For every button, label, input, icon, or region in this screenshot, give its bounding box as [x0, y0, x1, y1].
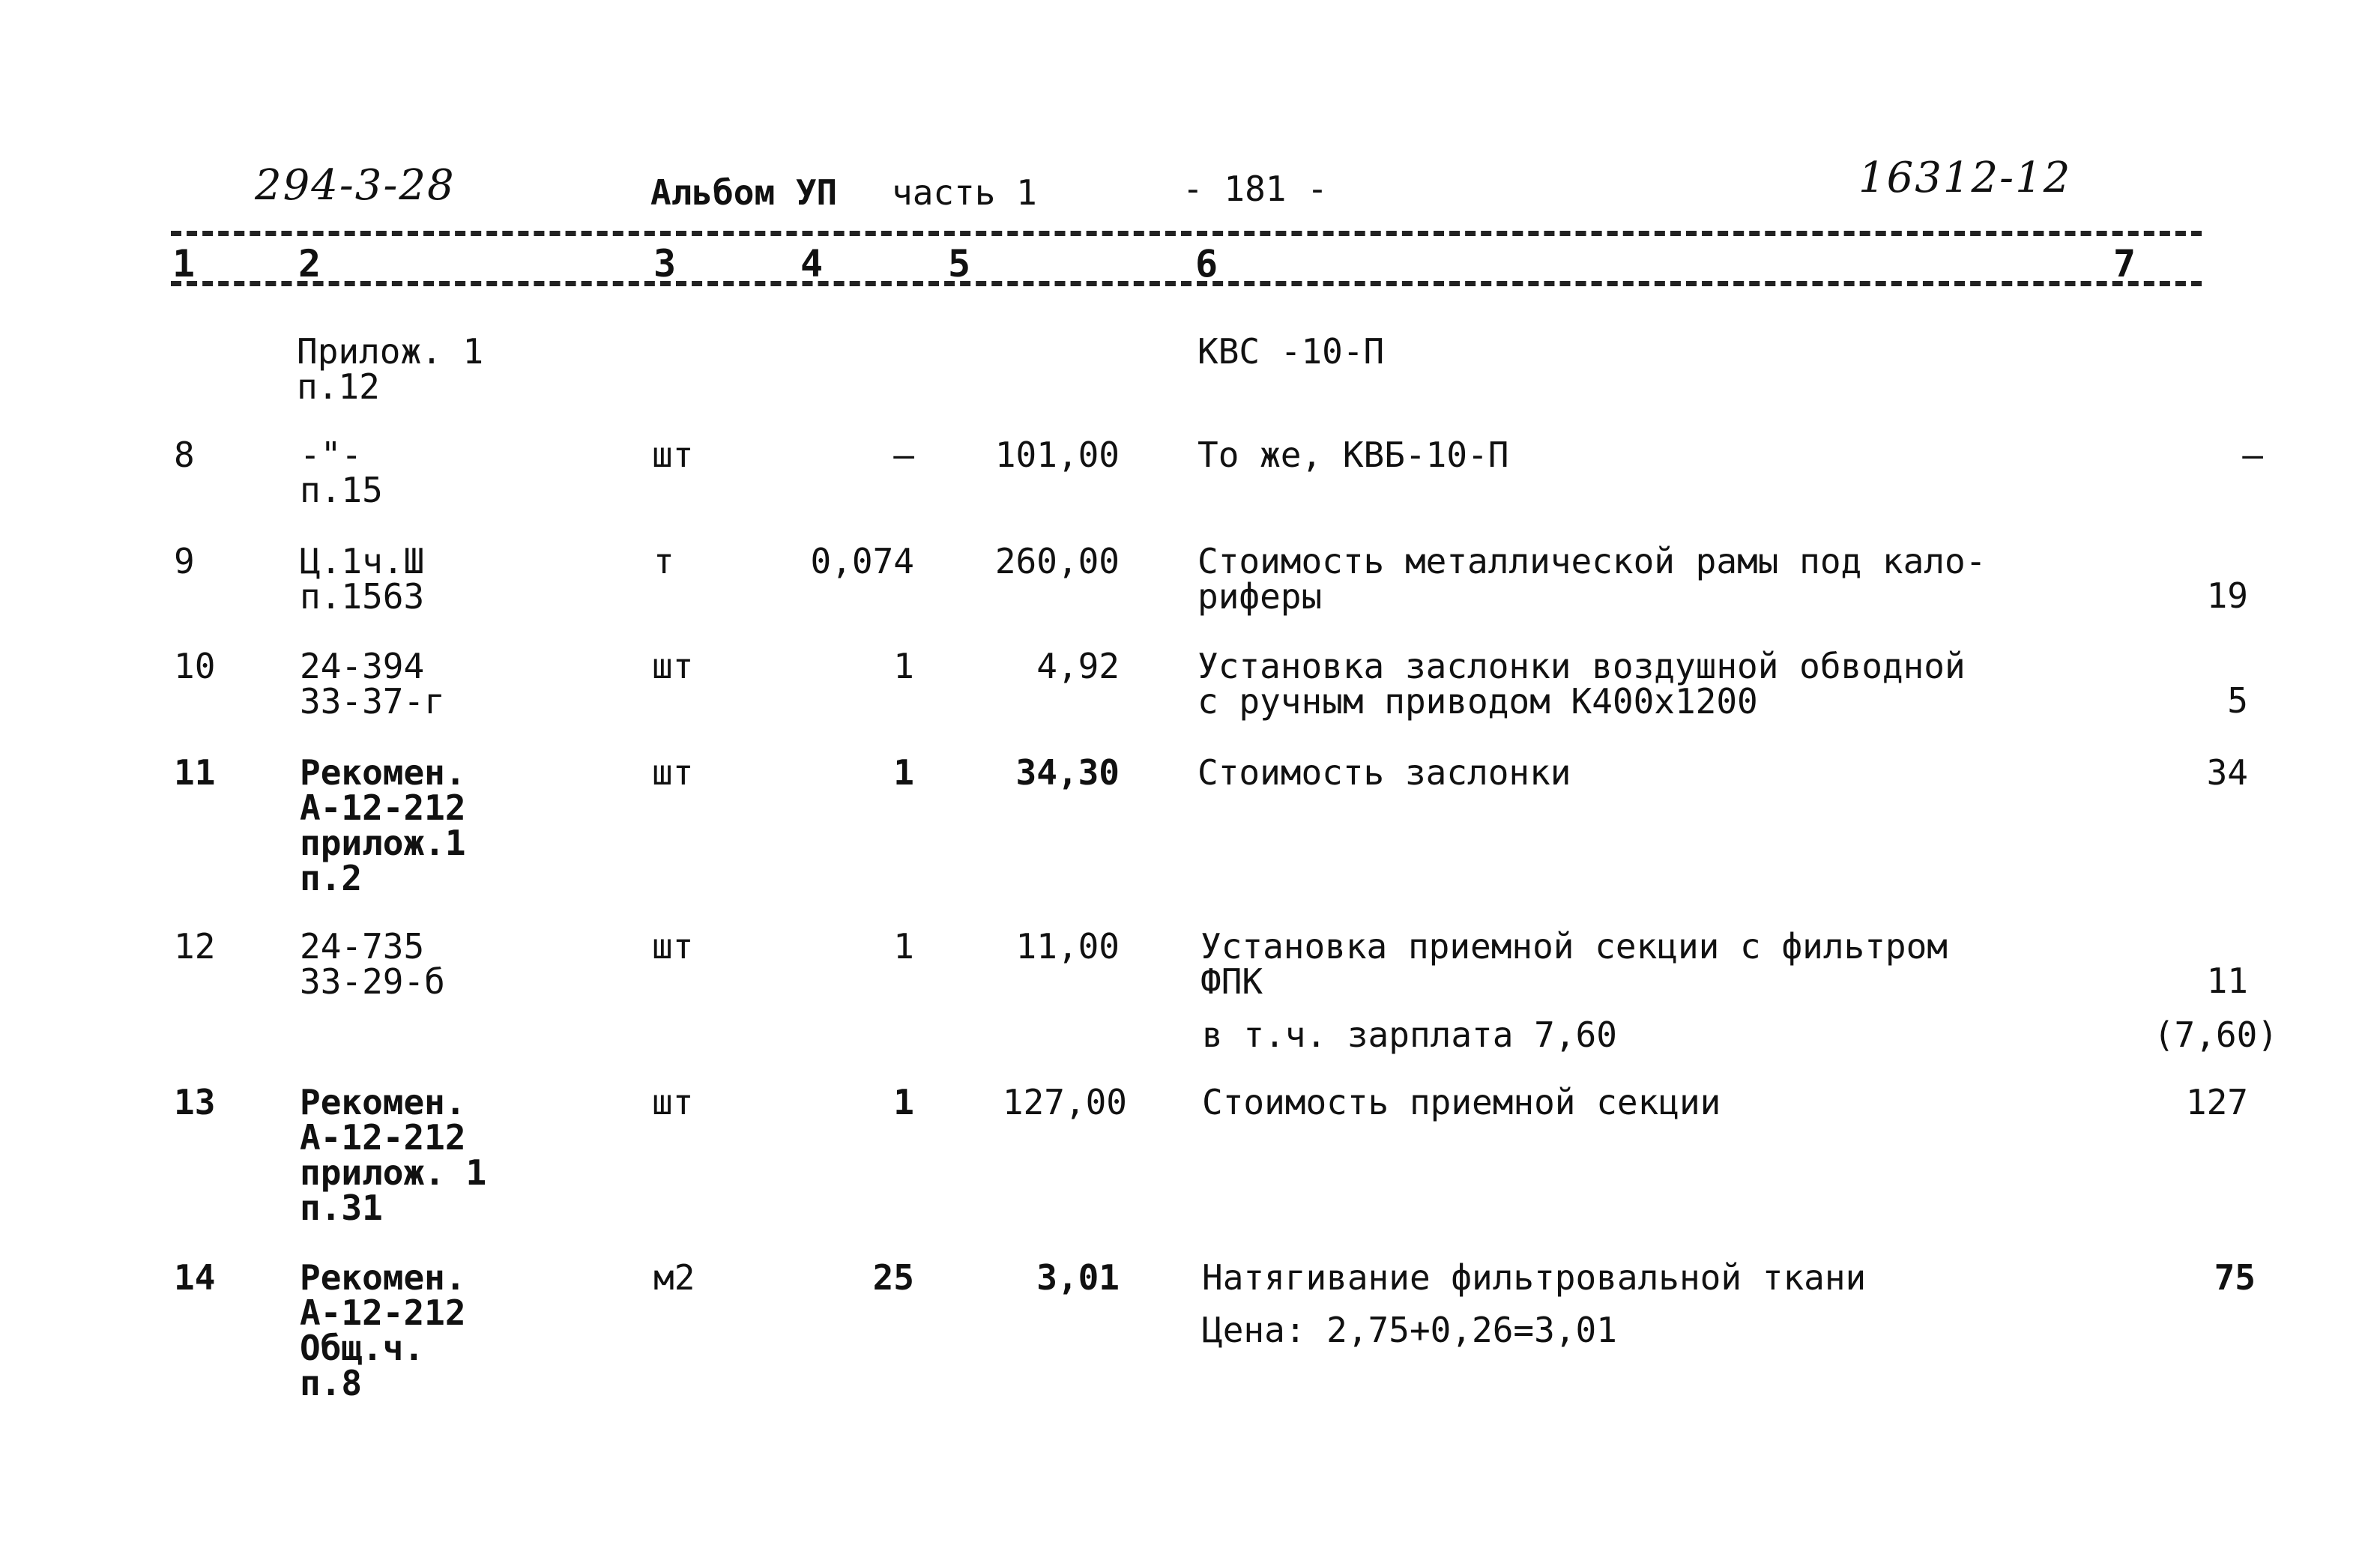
- row-ref: Рекомен. А-12-212 прилож. 1 п.31: [300, 1082, 487, 1228]
- header-rule-top: [171, 231, 2202, 236]
- row-unit: м2: [653, 1257, 695, 1298]
- row-price: 4,92: [1036, 646, 1120, 686]
- col-header-7: 7: [2113, 242, 2136, 285]
- row-price: 11,00: [1015, 926, 1120, 967]
- header-rule-bottom: [171, 281, 2202, 286]
- row-ref: Прилож. 1 п.12: [297, 331, 484, 407]
- row-number: 9: [174, 541, 195, 581]
- row-description: Установка заслонки воздушной обводной с ручным приводом К400х1200: [1197, 646, 1966, 722]
- row-description: То же, КВБ-10-П: [1197, 435, 1509, 475]
- album-label: Альбом УП: [650, 172, 838, 213]
- row-description: Натягивание фильтровальной ткани: [1202, 1257, 1867, 1298]
- row-total: 34: [2206, 752, 2248, 793]
- row-unit: шт: [652, 435, 694, 475]
- row-quantity: 1: [893, 752, 914, 793]
- row-description: Цена: 2,75+0,26=3,01: [1202, 1310, 1617, 1350]
- col-header-5: 5: [948, 242, 971, 285]
- row-ref: Рекомен. А-12-212 прилож.1 п.2: [300, 752, 466, 898]
- row-description: КВС -10-П: [1197, 331, 1385, 372]
- page-number: - 181 -: [1183, 169, 1328, 209]
- row-number: 11: [174, 752, 216, 793]
- row-price: 101,00: [994, 435, 1120, 475]
- row-description: Установка приемной секции с фильтром ФПК: [1200, 926, 1948, 1002]
- row-price: 260,00: [994, 541, 1120, 581]
- row-description: Стоимость заслонки: [1197, 752, 1571, 793]
- col-header-2: 2: [298, 242, 321, 285]
- row-unit: шт: [652, 926, 694, 967]
- row-number: 12: [174, 926, 216, 967]
- row-price: 127,00: [1002, 1082, 1127, 1122]
- doc-code: 294-3-28: [255, 161, 456, 210]
- col-header-1: 1: [172, 242, 196, 285]
- row-description: в т.ч. зарплата 7,60: [1202, 1015, 1617, 1055]
- row-ref: 24-735 33-29-б: [300, 926, 445, 1002]
- row-unit: шт: [652, 646, 694, 686]
- row-number: 10: [174, 646, 216, 686]
- row-quantity: 1: [893, 1082, 914, 1122]
- row-unit: т: [653, 541, 674, 581]
- part-label: часть 1: [892, 172, 1037, 213]
- row-total: 19: [2206, 575, 2248, 616]
- row-total: –: [2242, 435, 2263, 475]
- col-header-4: 4: [800, 242, 824, 285]
- row-unit: шт: [652, 1082, 694, 1122]
- row-total: (7,60): [2153, 1015, 2278, 1055]
- row-ref: Ц.1ч.Ш п.1563: [300, 541, 425, 617]
- row-unit: шт: [652, 752, 694, 793]
- row-description: Стоимость приемной секции: [1202, 1082, 1721, 1122]
- row-number: 8: [174, 435, 195, 475]
- row-total: 11: [2206, 961, 2248, 1001]
- col-header-6: 6: [1195, 242, 1218, 285]
- row-quantity: 25: [872, 1257, 914, 1298]
- row-number: 14: [174, 1257, 216, 1298]
- row-quantity: 0,074: [810, 541, 914, 581]
- row-quantity: –: [893, 435, 914, 475]
- col-header-3: 3: [653, 242, 677, 285]
- row-price: 3,01: [1036, 1257, 1120, 1298]
- row-ref: 24-394 33-37-г: [300, 646, 445, 722]
- row-ref: -"- п.15: [300, 435, 383, 510]
- reference-number: 16312-12: [1858, 154, 2072, 202]
- row-quantity: 1: [893, 926, 914, 967]
- row-ref: Рекомен. А-12-212 Общ.ч. п.8: [300, 1257, 466, 1403]
- row-description: Стоимость металлической рамы под кало- риферы: [1197, 541, 1987, 617]
- row-total: 127: [2185, 1082, 2248, 1122]
- row-total: 5: [2227, 680, 2248, 721]
- row-number: 13: [174, 1082, 216, 1122]
- row-quantity: 1: [893, 646, 914, 686]
- row-total: 75: [2214, 1257, 2256, 1298]
- row-price: 34,30: [1015, 752, 1120, 793]
